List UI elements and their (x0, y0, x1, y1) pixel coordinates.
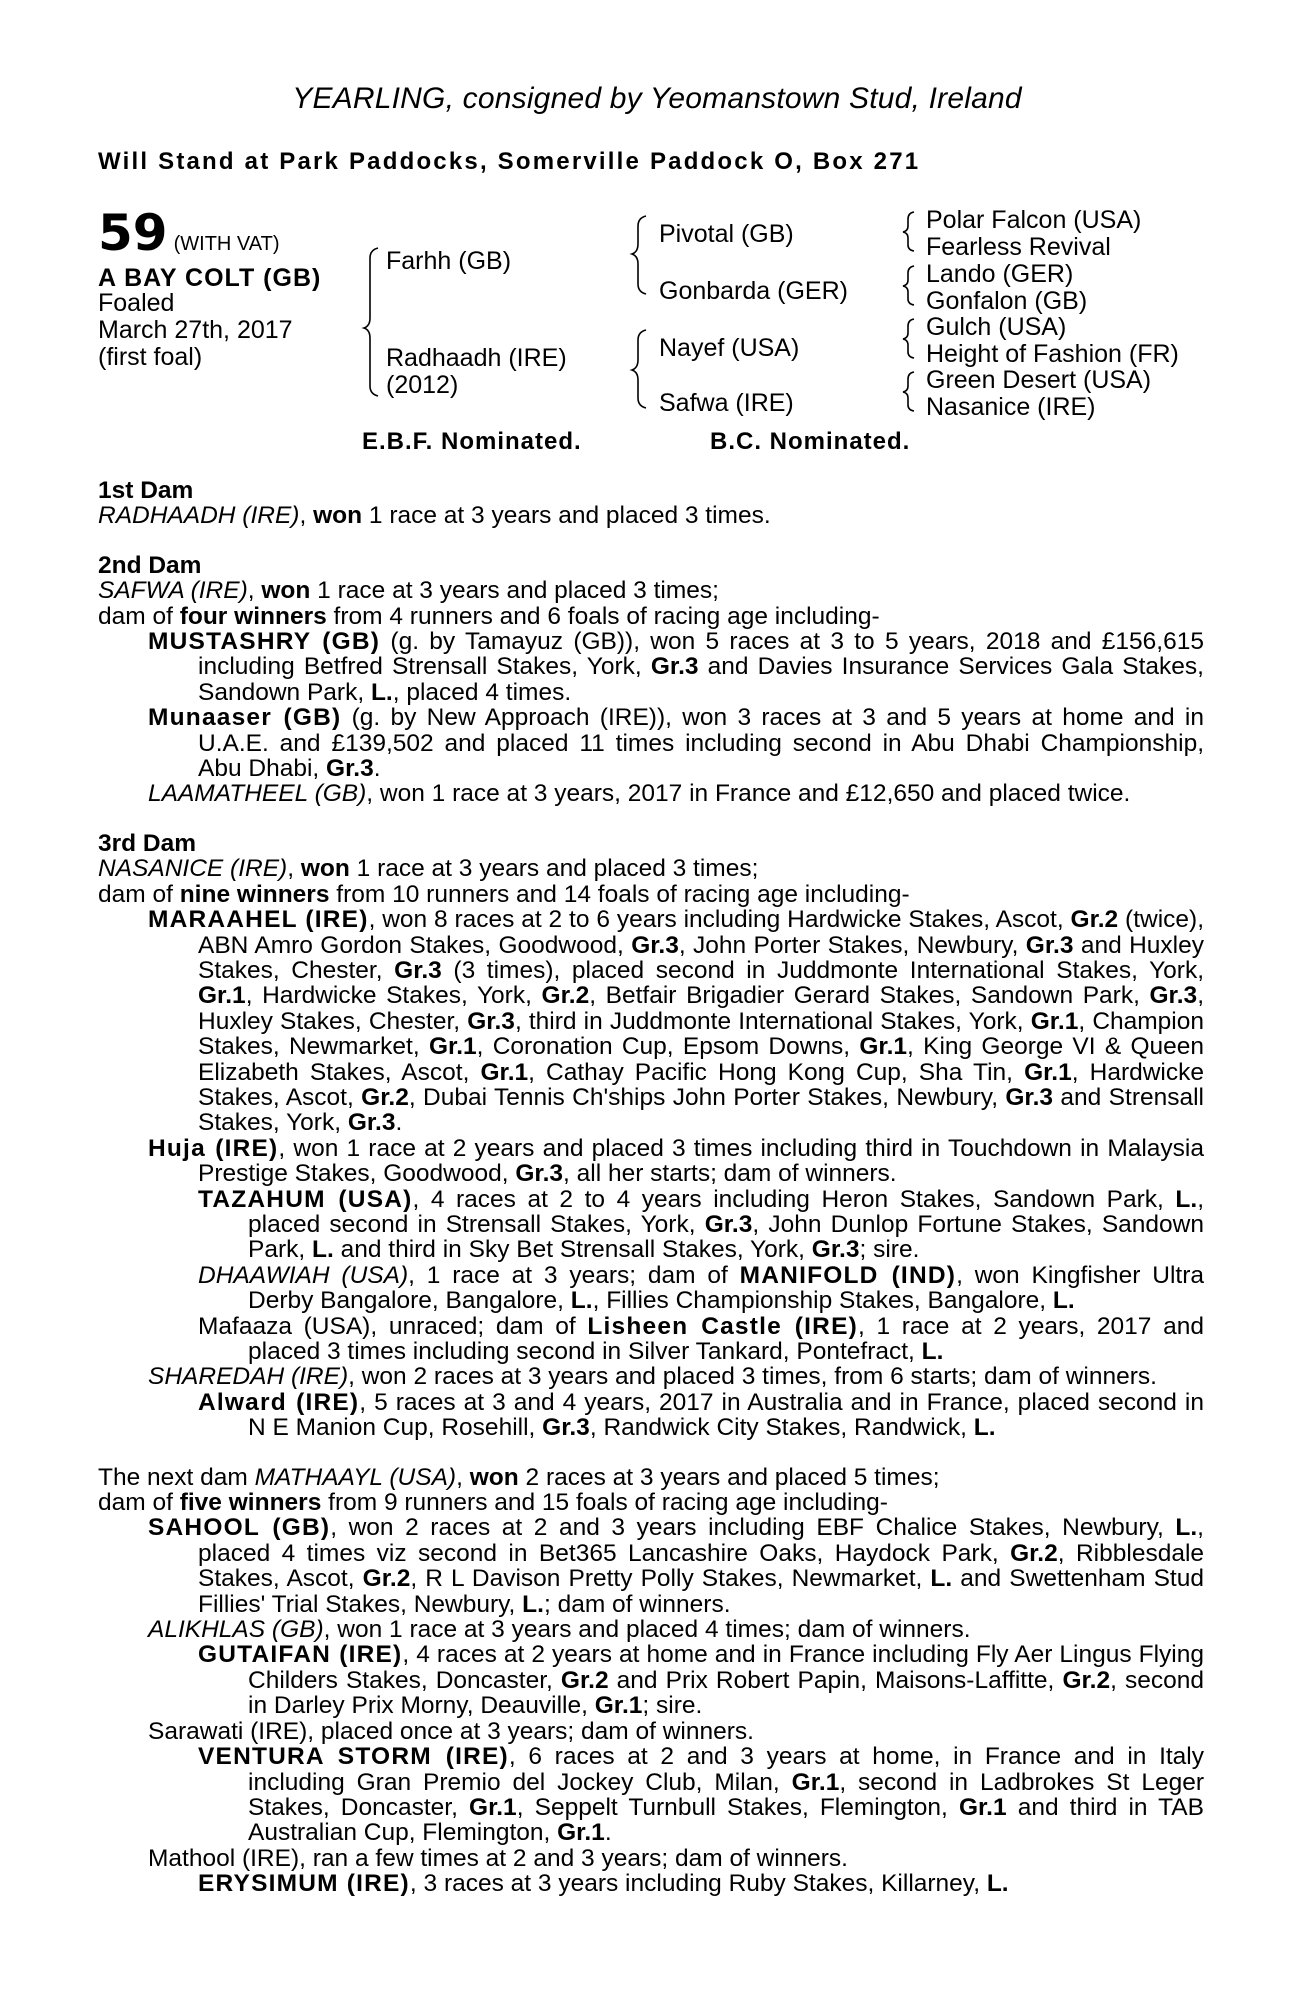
foaled-date: March 27th, 2017 (98, 316, 293, 344)
pedigree-g5: Gulch (USA) (926, 313, 1067, 341)
pedigree-g6: Height of Fashion (FR) (926, 340, 1179, 368)
bc-nominated: B.C. Nominated. (710, 428, 911, 455)
list-item: ALIKHLAS (GB), won 1 race at 3 years and placed 4 times; dam of winners. (148, 1616, 971, 1644)
list-item: GUTAIFAN (IRE), 4 races at 2 years at home and in France including Fly Aer Lingus Flying Childers Stakes, Doncaster, Gr.2 and Prix Robert Papin, Maisons-Laffitte, Gr.2, second in Darley Prix Morny, Deauville, Gr.1; sire. (198, 1641, 1205, 1720)
pedigree-notes (98, 478, 1204, 1897)
lot-description: A BAY COLT (GB) (98, 264, 322, 292)
list-item: Alward (IRE), 5 races at 3 and 4 years, 2017 in Australia and in France, placed second in N E Manion Cup, Rosehill, Gr.3, Randwick City Stakes, Randwick, L. (198, 1388, 1204, 1442)
pedigree-g8: Nasanice (IRE) (926, 393, 1096, 421)
brace-parents (364, 248, 378, 396)
third-dam-text: NASANICE (IRE), won 1 race at 3 years and placed 3 times; (98, 855, 759, 883)
pedigree-sire-sire: Pivotal (GB) (659, 220, 794, 248)
next-dam-progeny-summary: dam of five winners from 9 runners and 15 foals of racing age including- (98, 1489, 888, 1517)
brace-g56 (903, 319, 914, 358)
foaled-label: Foaled (98, 289, 175, 317)
pedigree-g4: Gonfalon (GB) (926, 287, 1088, 315)
first-dam-text: RADHAADH (IRE), won 1 race at 3 years and placed 3 times. (98, 502, 771, 530)
lot-number: 59 (98, 204, 168, 262)
first-dam-heading: 1st Dam (98, 477, 194, 504)
brace-g34 (903, 266, 914, 305)
pedigree-g7: Green Desert (USA) (926, 366, 1152, 394)
next-dam-section (98, 1465, 1204, 1897)
brace-dam-parents (632, 330, 646, 408)
ebf-nominated: E.B.F. Nominated. (362, 428, 582, 455)
brace-sire-parents (632, 216, 646, 294)
second-dam-text: SAFWA (IRE), won 1 race at 3 years and placed 3 times; (98, 577, 719, 605)
pedigree-sire-dam: Gonbarda (GER) (659, 277, 848, 305)
pedigree-sire: Farhh (GB) (386, 247, 512, 275)
pedigree-dam-dam: Safwa (IRE) (659, 389, 794, 417)
list-item: LAAMATHEEL (GB), won 1 race at 3 years, 2017 in France and £12,650 and placed twice. (148, 780, 1131, 808)
page-title: YEARLING, consigned by Yeomanstown Stud, Ireland (292, 82, 1022, 115)
list-item: Munaaser (GB) (g. by New Approach (IRE)), won 3 races at 3 and 5 years at home and in U.A.E. and £139,502 and placed 11 times including second in Abu Dhabi Championship, Abu Dhabi, Gr.3. (148, 704, 1204, 783)
list-item: Mathool (IRE), ran a few times at 2 and 3 years; dam of winners. (148, 1844, 848, 1872)
second-dam-heading: 2nd Dam (98, 551, 202, 579)
third-dam-progeny-summary: dam of nine winners from 10 runners and 14 foals of racing age including- (98, 880, 910, 908)
brace-g12 (903, 212, 914, 251)
third-dam-section (98, 831, 1204, 1441)
foal-note: (first foal) (98, 343, 203, 371)
second-dam-section (98, 553, 1204, 807)
pedigree-g3: Lando (GER) (926, 260, 1074, 288)
brace-g78 (903, 372, 914, 411)
list-item: TAZAHUM (USA), 4 races at 2 to 4 years including Heron Stakes, Sandown Park, L., placed second in Strensall Stakes, York, Gr.3, John Dunlop Fortune Stakes, Sandown Park, L. and third in Sky Bet Strensall Stakes, York, Gr.3; sire. (198, 1185, 1204, 1264)
second-dam-progeny-summary: dam of four winners from 4 runners and 6 foals of racing age including- (98, 602, 880, 630)
pedigree-g2: Fearless Revival (926, 233, 1111, 261)
stand-location: Will Stand at Park Paddocks, Somerville Paddock O, Box 271 (98, 148, 921, 175)
list-item: ERYSIMUM (IRE), 3 races at 3 years including Ruby Stakes, Killarney, L. (198, 1870, 1009, 1898)
third-dam-heading: 3rd Dam (98, 829, 197, 857)
list-item: Mafaaza (USA), unraced; dam of Lisheen Castle (IRE), 1 race at 2 years, 2017 and placed 3 times including second in Silver Tankard, Pontefract, L. (198, 1312, 1204, 1365)
list-item: VENTURA STORM (IRE), 6 races at 2 and 3 years at home, in France and in Italy including Gran Premio del Jockey Club, Milan, Gr.1, second in Ladbrokes St Leger Stakes, Doncaster, Gr.1, Seppelt Turnbull Stakes, Flemington, Gr.1 and third in TAB Australian Cup, Flemington, Gr.1. (198, 1743, 1205, 1847)
pedigree-g1: Polar Falcon (USA) (926, 206, 1142, 234)
next-dam-text: The next dam MATHAAYL (USA), won 2 races at 3 years and placed 5 times; (98, 1463, 940, 1491)
list-item: DHAAWIAH (USA), 1 race at 3 years; dam of MANIFOLD (IND), won Kingfisher Ultra Derby Bangalore, Bangalore, L., Fillies Championship Stakes, Bangalore, L. (198, 1261, 1204, 1315)
first-dam-section (98, 478, 1204, 529)
list-item: Huja (IRE), won 1 race at 2 years and placed 3 times including third in Touchdown in Malaysia Prestige Stakes, Goodwood, Gr.3, all her starts; dam of winners. (148, 1134, 1204, 1188)
pedigree-dam-year: (2012) (386, 371, 459, 399)
list-item: Sarawati (IRE), placed once at 3 years; dam of winners. (148, 1717, 754, 1745)
list-item: SAHOOL (GB), won 2 races at 2 and 3 years including EBF Chalice Stakes, Newbury, L., placed 4 times viz second in Bet365 Lancashire Oaks, Haydock Park, Gr.2, Ribblesdale Stakes, Ascot, Gr.2, R L Davison Pretty Polly Stakes, Newmarket, L. and Swettenham Stud Fillies' Trial Stakes, Newbury, L.; dam of winners. (148, 1514, 1205, 1618)
pedigree-dam-sire: Nayef (USA) (659, 334, 800, 362)
list-item: MARAAHEL (IRE), won 8 races at 2 to 6 years including Hardwicke Stakes, Ascot, Gr.2 (twice), ABN Amro Gordon Stakes, Goodwood, Gr.3, John Porter Stakes, Newbury, Gr.3 and Huxley Stakes, Chester, Gr.3 (3 times), placed second in Juddmonte International Stakes, York, Gr.1, Hardwicke Stakes, York, Gr.2, Betfair Brigadier Gerard Stakes, Sandown Park, Gr.3, Huxley Stakes, Chester, Gr.3, third in Juddmonte International Stakes, York, Gr.1, Champion Stakes, Newmarket, Gr.1, Coronation Cup, Epsom Downs, Gr.1, King George VI & Queen Elizabeth Stakes, Ascot, Gr.1, Cathay Pacific Hong Kong Cup, Sha Tin, Gr.1, Hardwicke Stakes, Ascot, Gr.2, Dubai Tennis Ch'ships John Porter Stakes, Newbury, Gr.3 and Strensall Stakes, York, Gr.3. (148, 906, 1205, 1137)
vat-label: (WITH VAT) (173, 233, 280, 255)
list-item: MUSTASHRY (GB) (g. by Tamayuz (GB)), won 5 races at 3 to 5 years, 2018 and £156,615 including Betfred Strensall Stakes, York, Gr.3 and Davies Insurance Services Gala Stakes, Sandown Park, L., placed 4 times. (148, 628, 1204, 706)
pedigree-dam: Radhaadh (IRE) (386, 344, 567, 372)
list-item: SHAREDAH (IRE), won 2 races at 3 years and placed 3 times, from 6 starts; dam of winners. (148, 1363, 1157, 1391)
